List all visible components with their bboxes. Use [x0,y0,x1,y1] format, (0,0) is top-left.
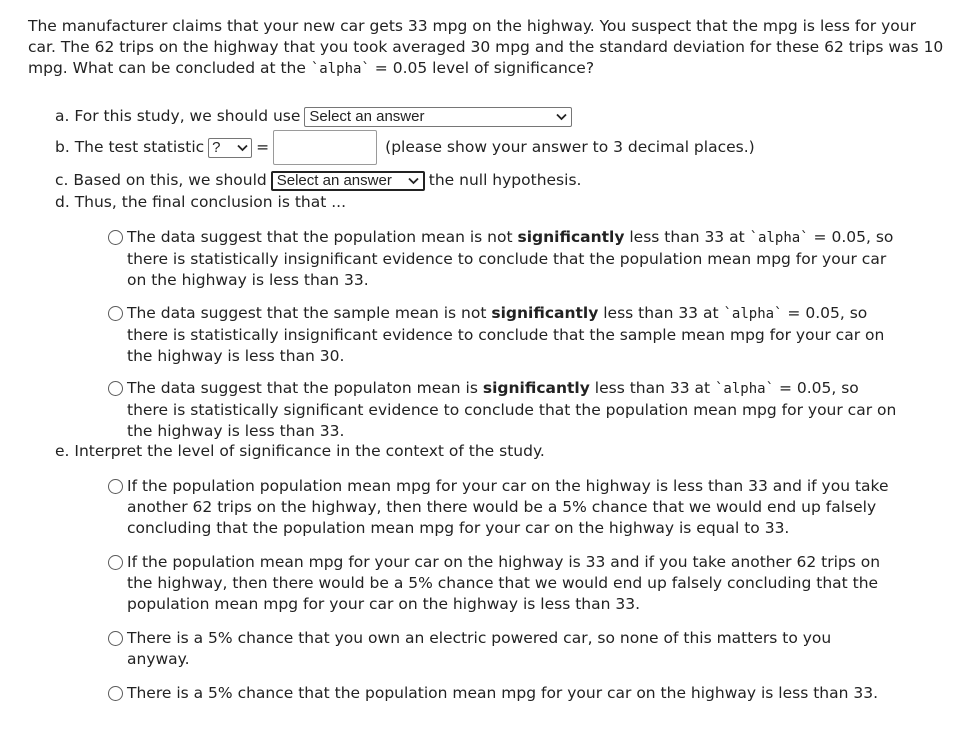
part-c-label: c. Based on this, we should [55,171,267,189]
conclusion-option[interactable] [108,378,898,442]
stem-text: The manufacturer claims that your new car gets 33 mpg on the highway. You suspect that the mpg is less for your car. The 62 trips on the highway that you took averaged 30 mpg and the standard deviation for these 62 trips was 10 mpg. What can be concluded at the [28,17,944,77]
option-text: If the population mean mpg for your car on the highway is 33 and if you take another 62 trips on the highway, then there would be a 5% chance that we would end up falsely concluding that the population mean mpg for your car on the highway is less than 33. [127,553,881,613]
interpretation-option[interactable] [108,628,898,670]
option-text: The data suggest that the populaton mean is significantly less than 33 at `alpha` = 0.05, so there is statistically significant evidence to conclude that the population mean mpg for your car on the highway is less than 33. [127,379,897,440]
interpretation-option[interactable] [108,552,898,615]
equals-sign: = [256,138,270,156]
part-e-row [55,441,545,462]
part-b-row [55,130,755,165]
radio-button[interactable] [108,686,123,701]
statistic-symbol-select[interactable] [208,138,252,158]
radio-button[interactable] [108,230,123,245]
radio-button[interactable] [108,479,123,494]
interpretation-option[interactable] [108,476,898,539]
part-b-label: b. The test statistic [55,138,205,156]
part-d-row [55,192,346,213]
decimal-hint: (please show your answer to 3 decimal places.) [385,138,755,156]
radio-button[interactable] [108,381,123,396]
part-e-label: e. Interpret the level of significance in the context of the study. [55,442,545,460]
test-statistic-input[interactable] [273,130,377,165]
part-c-label-end: the null hypothesis. [428,171,582,189]
conclusion-option[interactable] [108,227,898,291]
option-text: There is a 5% chance that the population mean mpg for your car on the highway is less than 33. [127,684,879,702]
stem-text-end: = 0.05 level of significance? [369,59,595,77]
question-stem [28,16,948,80]
part-a-row [55,106,576,127]
chevron-down-icon [556,113,567,121]
test-type-select[interactable] [304,107,572,127]
option-text: If the population population mean mpg for your car on the highway is less than 33 and if you take another 62 trips on the highway, then there would be a 5% chance that we would end up falsely concluding that the population mean mpg for your car on the highway is equal to 33. [127,477,889,537]
radio-button[interactable] [108,306,123,321]
test-type-select-value: Select an answer [309,108,425,125]
statistic-symbol-value: ? [212,139,221,156]
option-text: The data suggest that the sample mean is not significantly less than 33 at `alpha` = 0.05, so there is statistically insignificant evidence to conclude that the sample mean mpg for your car on the highway is less than 30. [127,304,885,365]
option-text: The data suggest that the population mean is not significantly less than 33 at `alpha` = 0.05, so there is statistically insignificant evidence to conclude that the population mean mpg for your car on the highway is less than 33. [127,228,894,289]
part-c-row [55,170,581,191]
part-a-label: a. For this study, we should use [55,107,301,125]
conclusion-option[interactable] [108,303,898,367]
chevron-down-icon [408,177,419,185]
chevron-down-icon [237,144,248,152]
decision-select-value: Select an answer [276,172,392,189]
alpha-code: `alpha` [310,61,370,77]
part-d-label: d. Thus, the final conclusion is that ... [55,193,347,211]
radio-button[interactable] [108,555,123,570]
radio-button[interactable] [108,631,123,646]
interpretation-option[interactable] [108,683,898,704]
decision-select[interactable] [271,171,425,191]
option-text: There is a 5% chance that you own an electric powered car, so none of this matters to you anyway. [127,629,832,668]
